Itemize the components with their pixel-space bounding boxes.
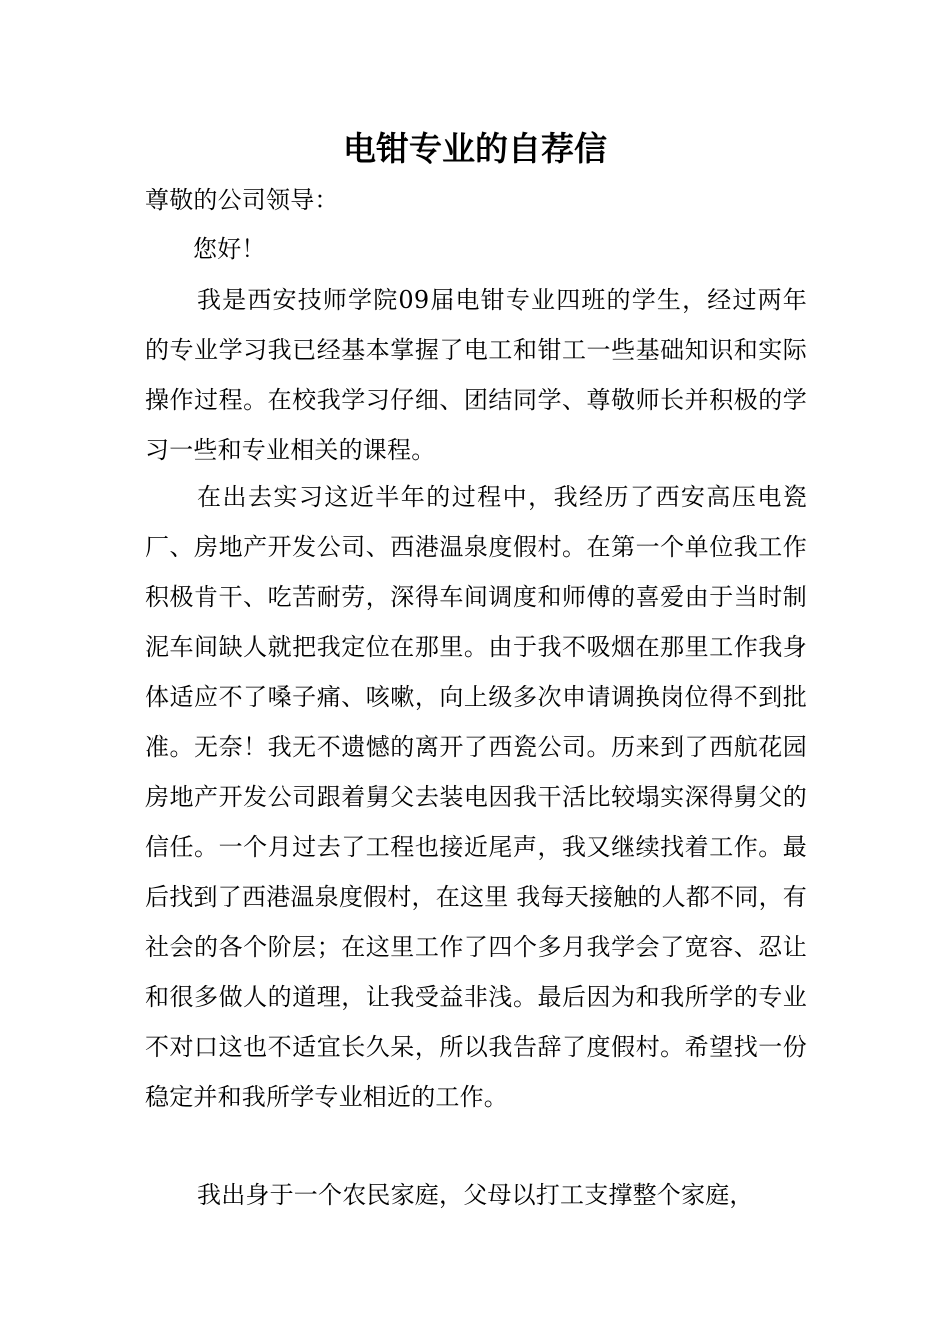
paragraph-internship: 在出去实习这近半年的过程中，我经历了西安高压电瓷厂、房地产开发公司、西港温泉度假村。在第一个单位我工作积极肯干、吃苦耐劳，深得车间调度和师傅的喜爱由于当时制泥车间缺人就把我定位在那里。由于我不吸烟在那里工作我身体适应不了嗓子痛、咳嗽，向上级多次申请调换岗位得不到批准。无奈！我无不遗憾的离开了西瓷公司。历来到了西航花园房地产开发公司跟着舅父去装电因我干活比较塌实深得舅父的信任。一个月过去了工程也接近尾声，我又继续找着工作。最后找到了西港温泉度假村，在这里 我每天接触的人都不同，有社会的各个阶层；在这里工作了四个多月我学会了宽容、忍让和很多做人的道理，让我受益非浅。最后因为和我所学的专业不对口这也不适宜长久呆，所以我告辞了度假村。希望找一份稳定并和我所学专业相近的工作。 [145, 483, 807, 1111]
greeting: 您好！ [193, 235, 266, 263]
document-title: 电钳专业的自荐信 [343, 129, 607, 168]
paragraph-education: 我是西安技师学院09届电钳专业四班的学生，经过两年的专业学习我已经基本掌握了电工和钳工一些基础知识和实际操作过程。在校我学习仔细、团结同学、尊敬师长并积极的学习一些和专业相关的课程。 [145, 286, 807, 464]
paragraph-family: 我出身于一个农民家庭，父母以打工支撑整个家庭， [197, 1181, 754, 1209]
salutation: 尊敬的公司领导： [145, 186, 339, 214]
